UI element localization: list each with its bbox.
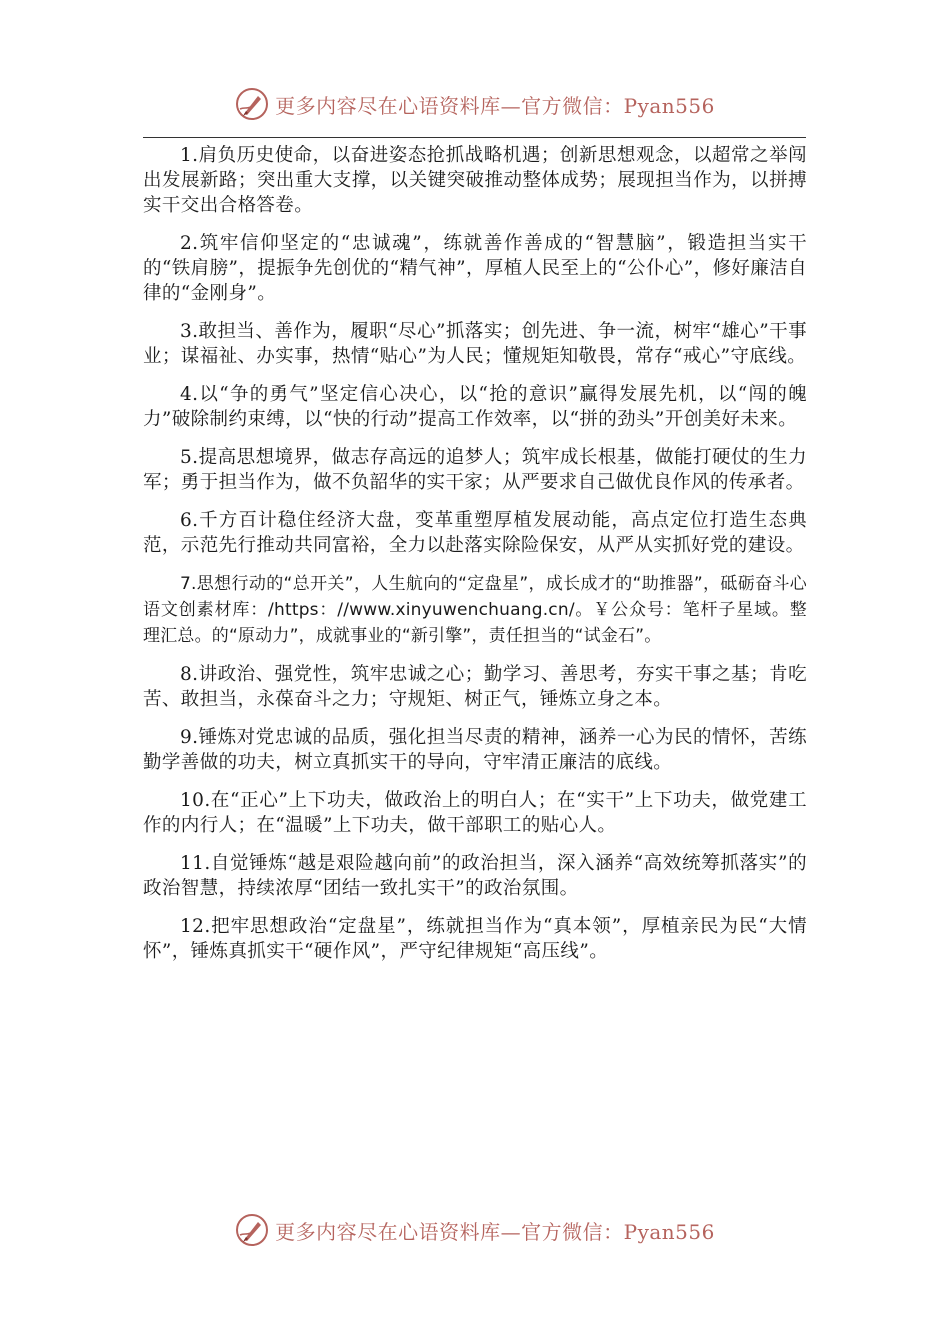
paragraph-2: 2.筑牢信仰坚定的“忠诚魂”，练就善作善成的“智慧脑”，锻造担当实干的“铁肩膀”，提振争先创优的“精气神”，厚植人民至上的“公仆心”，修好廉洁自律的“金刚身”。 [143, 233, 807, 304]
header-banner [0, 84, 950, 124]
footer-banner [0, 1210, 950, 1250]
paragraph-4: 4.以“争的勇气”坚定信心决心，以“抢的意识”赢得发展先机，以“闯的魄力”破除制约束缚，以“快的行动”提高工作效率，以“拼的劲头”开创美好未来。 [143, 384, 807, 430]
header-divider [143, 137, 806, 138]
paragraph-10: 10.在“正心”上下功夫，做政治上的明白人；在“实干”上下功夫，做党建工作的内行人；在“温暖”上下功夫，做干部职工的贴心人。 [143, 790, 807, 836]
paragraph-8: 8.讲政治、强党性，筑牢忠诚之心；勤学习、善思考，夯实干事之基；肯吃苦、敢担当，永葆奋斗之力；守规矩、树正气，锤炼立身之本。 [143, 664, 807, 710]
paragraph-11: 11.自觉锤炼“越是艰险越向前”的政治担当，深入涵养“高效统筹抓落实”的政治智慧，持续浓厚“团结一致扎实干”的政治氛围。 [143, 853, 807, 899]
paragraph-12: 12.把牢思想政治“定盘星”，练就担当作为“真本领”，厚植亲民为民“大情怀”，锤炼真抓实干“硬作风”，严守纪律规矩“高压线”。 [143, 916, 807, 962]
paragraph-7: 7.思想行动的“总开关”，人生航向的“定盘星”，成长成才的“助推器”，砥砺奋斗心语文创素材库：/https：//www.xinyuwenchuang.cn/。￥公众号：笔杆子星域。整理汇总。的“原动力”，成就事业的“新引擎”，责任担当的“试金石”。 [143, 574, 807, 646]
header-banner-text: 更多内容尽在心语资料库—官方微信：Pyan556 [275, 93, 715, 118]
document-body [143, 143, 807, 977]
paragraph-3: 3.敢担当、善作为，履职“尽心”抓落实；创先进、争一流，树牢“雄心”干事业；谋福祉、办实事，热情“贴心”为人民；懂规矩知敬畏，常存“戒心”守底线。 [143, 321, 807, 367]
paragraph-5: 5.提高思想境界，做志存高远的追梦人；筑牢成长根基，做能打硬仗的生力军；勇于担当作为，做不负韶华的实干家；从严要求自己做优良作风的传承者。 [143, 447, 807, 493]
footer-banner-text: 更多内容尽在心语资料库—官方微信：Pyan556 [275, 1219, 715, 1244]
paragraph-6: 6.千方百计稳住经济大盘，变革重塑厚植发展动能，高点定位打造生态典范，示范先行推动共同富裕，全力以赴落实除险保安，从严从实抓好党的建设。 [143, 510, 807, 556]
paragraph-1: 1.肩负历史使命，以奋进姿态抢抓战略机遇；创新思想观念，以超常之举闯出发展新路；突出重大支撑，以关键突破推动整体成势；展现担当作为，以拼搏实干交出合格答卷。 [143, 145, 807, 216]
pen-quill-logo-icon [235, 87, 269, 121]
pen-quill-logo-icon [235, 1213, 269, 1247]
paragraph-9: 9.锤炼对党忠诚的品质，强化担当尽责的精神，涵养一心为民的情怀，苦练勤学善做的功夫，树立真抓实干的导向，守牢清正廉洁的底线。 [143, 727, 807, 773]
